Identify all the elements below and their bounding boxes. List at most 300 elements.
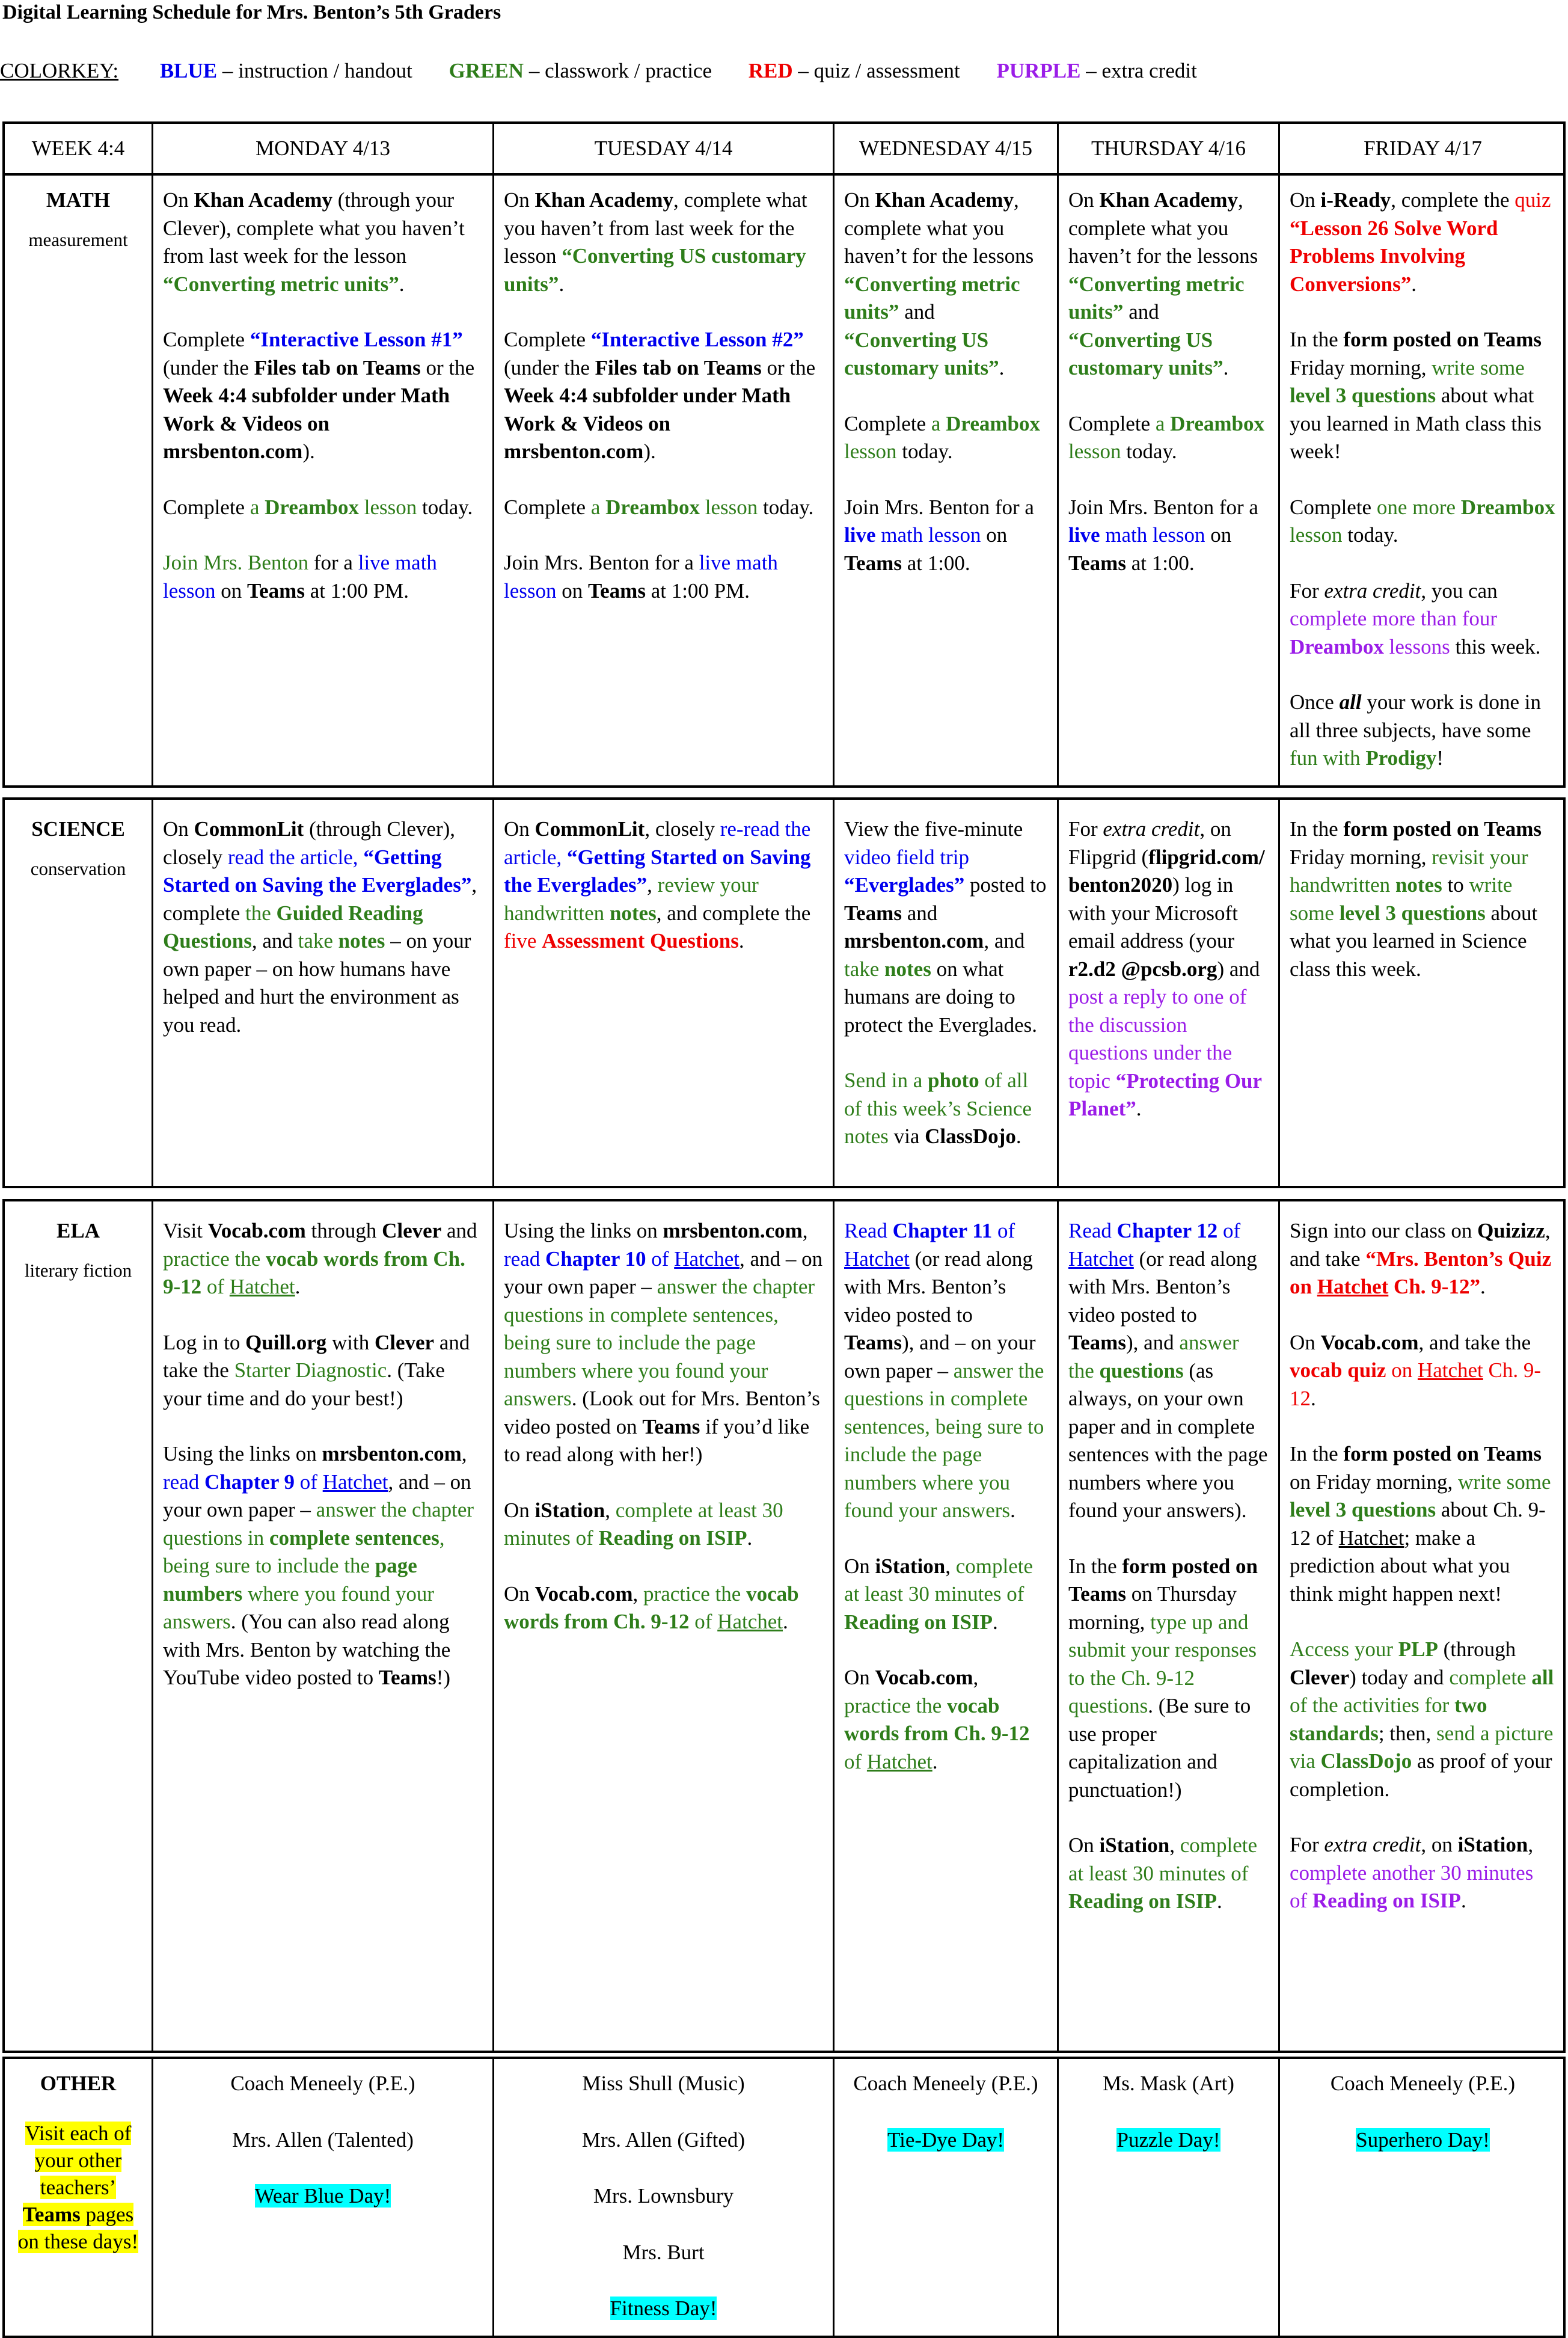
text-run: on — [556, 578, 588, 603]
text-run: ClassDojo — [1320, 1749, 1412, 1773]
text-run: “Interactive Lesson #2” — [590, 328, 804, 351]
text-run: Using the links on — [163, 1442, 322, 1465]
text-run: Sign into our class on — [1290, 1219, 1478, 1242]
subject-desc: measurement — [28, 229, 128, 250]
text-run: Reading on ISIP — [1312, 1889, 1461, 1912]
text-run: answer the chapter questions in — [163, 1498, 474, 1550]
text-run: of the activities for — [1290, 1693, 1455, 1717]
day-header: WEDNESDAY 4/15 — [833, 124, 1057, 173]
text-run: iStation — [534, 1498, 605, 1522]
text-run: , — [802, 1219, 808, 1242]
text-run: On — [504, 817, 535, 841]
text-run: , — [945, 1554, 956, 1578]
text-run: of — [844, 1749, 867, 1773]
text-run: For — [1290, 578, 1325, 603]
text-run: lesson — [844, 440, 897, 463]
text-run: to — [1442, 873, 1469, 897]
text-run: In the — [1068, 1554, 1122, 1578]
text-run: (through Clever), closely — [163, 817, 456, 869]
other-wednesday — [833, 2059, 1057, 2336]
color-key-name: BLUE — [159, 59, 218, 82]
text-run: PLP — [1398, 1637, 1438, 1661]
task-paragraph — [163, 326, 483, 466]
text-run: . (Be sure to use proper capitalization and punctuation!) — [1068, 1694, 1251, 1802]
text-run: write some — [1432, 355, 1525, 379]
text-run: Khan Academy — [534, 188, 673, 212]
text-run: iStation — [875, 1554, 946, 1578]
text-run: practice the — [163, 1247, 266, 1271]
day-header: FRIDAY 4/17 — [1278, 124, 1566, 173]
text-run: page numbers — [163, 1554, 417, 1606]
text-run: on — [1205, 523, 1232, 547]
text-run: five — [504, 929, 542, 953]
text-run: , being sure to include the — [163, 1526, 445, 1577]
day-header: THURSDAY 4/16 — [1057, 124, 1278, 173]
text-run: Teams — [1068, 551, 1126, 575]
task-paragraph — [1290, 1440, 1556, 1608]
task-paragraph — [163, 186, 483, 298]
task-paragraph — [504, 494, 823, 522]
color-key-purple — [996, 59, 1196, 83]
other-friday — [1278, 2059, 1566, 2336]
task-paragraph — [1068, 186, 1269, 382]
text-run: Friday morning, — [1290, 845, 1432, 869]
text-run: of — [201, 1275, 230, 1298]
text-run: lesson — [699, 495, 758, 519]
text-run: , complete what you haven’t from last week for the lesson — [504, 188, 807, 268]
other-note-text: pages on these days! — [17, 2202, 139, 2253]
text-run: , — [1528, 1833, 1534, 1856]
text-run: one more — [1376, 495, 1461, 519]
text-run: form posted on Teams — [1343, 817, 1542, 841]
text-run: Complete — [1068, 411, 1156, 435]
text-run: review your handwritten — [504, 873, 759, 925]
text-run: On — [1290, 188, 1321, 212]
text-run: . — [1217, 1889, 1222, 1913]
text-run: live math lesson — [163, 551, 437, 603]
text-run: Using the links on — [504, 1219, 663, 1242]
color-key-desc: – quiz / assessment — [792, 59, 960, 82]
ela-wednesday — [833, 1201, 1057, 2051]
text-run: , — [1169, 1833, 1180, 1857]
text-run: . (Look out for Mrs. Benton’s video posted on — [504, 1387, 820, 1438]
text-run: Teams — [844, 901, 902, 925]
text-run: extra credit — [1324, 578, 1421, 603]
text-run: Week 4:4 subfolder under Math Work & Videos on mrsbenton.com — [504, 384, 791, 463]
text-run: Hatchet — [717, 1610, 783, 1633]
other-note — [14, 2120, 142, 2255]
theme-day: Tie-Dye Day! — [887, 2128, 1005, 2152]
text-run: today. — [896, 440, 953, 463]
text-run: live math lesson — [504, 551, 778, 603]
text-run: Ch. 9-12 — [1290, 1358, 1542, 1410]
text-run: On — [844, 1554, 875, 1578]
task-paragraph — [1290, 1831, 1556, 1915]
color-key-desc: – instruction / handout — [217, 59, 412, 82]
subject-label: OTHER — [40, 2072, 117, 2095]
text-run: lessons — [1383, 634, 1450, 658]
text-run: level 3 questions — [1290, 384, 1436, 407]
text-run: about what you learned in Math class this week! — [1290, 384, 1542, 463]
text-run: “Converting metric units” — [844, 272, 1020, 324]
text-run: On — [504, 188, 535, 212]
text-run: video field trip — [844, 845, 970, 869]
text-run: and — [901, 901, 938, 925]
text-run: a — [1155, 411, 1171, 435]
math-tuesday — [492, 171, 833, 785]
color-key-name: PURPLE — [996, 59, 1081, 82]
text-run: On — [1068, 1833, 1100, 1857]
task-paragraph — [844, 410, 1047, 466]
text-run: Teams — [588, 578, 646, 603]
text-run: Guided Reading Questions — [163, 901, 423, 953]
text-run: post a reply to one of the discussion questions under the topic — [1068, 985, 1247, 1093]
text-run: on Thursday morning, — [1068, 1582, 1237, 1634]
text-run: , and – on your own paper – — [163, 1470, 471, 1521]
text-run: . — [747, 1526, 753, 1550]
ela-thursday — [1057, 1201, 1278, 2051]
text-run: Week 4:4 subfolder under Math Work & Videos on mrsbenton.com — [163, 384, 450, 463]
task-paragraph — [1068, 494, 1269, 578]
task-paragraph — [163, 549, 483, 605]
text-run: “Lesson 26 Solve Word Problems Involving Conversions” — [1290, 216, 1498, 296]
day-header: MONDAY 4/13 — [152, 124, 492, 173]
text-run: . — [1015, 1125, 1021, 1148]
text-run: ) and — [1217, 957, 1260, 981]
text-run: Complete — [163, 328, 250, 351]
text-run: ), and — [1125, 1331, 1180, 1354]
text-run: iStation — [1457, 1833, 1528, 1856]
text-run: “Converting US customary units” — [504, 244, 806, 296]
text-run: Hatchet — [866, 1749, 933, 1773]
text-run: vocab words from Ch. 9-12 — [504, 1582, 799, 1633]
text-run: “Everglades” — [844, 873, 965, 897]
text-run: “Interactive Lesson #1” — [250, 328, 463, 351]
theme-day: Superhero Day! — [1356, 2128, 1490, 2152]
teacher-name: Coach Meneely (P.E.) — [1330, 2072, 1516, 2095]
task-paragraph — [1290, 1636, 1556, 1803]
text-run: , on — [1421, 1833, 1458, 1856]
text-run: lesson — [358, 495, 417, 519]
text-run: Khan Academy — [1099, 188, 1238, 212]
text-run: Hatchet — [322, 1470, 388, 1494]
text-run: On — [504, 1582, 535, 1606]
subject-cell — [5, 800, 152, 1186]
teacher-name: Mrs. Allen (Talented) — [232, 2128, 414, 2152]
text-run: for a — [308, 551, 358, 574]
math-row — [2, 171, 1566, 788]
text-run: today. — [758, 495, 814, 519]
text-run: Teams — [844, 551, 902, 575]
text-run: Teams — [642, 1414, 700, 1438]
text-run: Vocab.com — [534, 1582, 633, 1606]
color-key-red — [749, 59, 960, 83]
text-run: , complete what you haven’t for the lessons — [1068, 188, 1258, 268]
text-run: read — [504, 1247, 545, 1271]
text-run: Files tab on Teams — [254, 355, 421, 379]
text-run: “Converting US customary units” — [1068, 328, 1223, 379]
other-note-text: Visit each of your other teachers’ — [25, 2121, 132, 2199]
text-run: Khan Academy — [875, 188, 1014, 212]
science-monday — [152, 800, 492, 1186]
science-thursday — [1057, 800, 1278, 1186]
text-run: this week. — [1450, 634, 1541, 658]
theme-day: Puzzle Day! — [1116, 2128, 1220, 2152]
text-run: Hatchet — [1338, 1526, 1404, 1550]
text-run: CommonLit — [534, 817, 645, 841]
text-run: . — [295, 1275, 301, 1298]
text-run: questions — [1099, 1358, 1184, 1382]
text-run: ) today and — [1349, 1665, 1450, 1689]
text-run: , and — [984, 929, 1025, 953]
text-run: , and – on your own paper – — [504, 1247, 823, 1298]
text-run: , closely — [645, 817, 720, 841]
text-run: all — [1531, 1665, 1554, 1689]
task-paragraph — [504, 1217, 823, 1469]
text-run: Assessment Questions — [542, 929, 739, 953]
text-run: For — [1068, 817, 1103, 841]
text-run: take — [844, 957, 885, 981]
text-run: form posted on Teams — [1343, 1442, 1542, 1465]
text-run: (under the — [504, 355, 595, 379]
text-run: Dreambox — [265, 495, 359, 519]
text-run: complete another 30 minutes of — [1290, 1861, 1534, 1912]
text-run: . — [399, 272, 405, 296]
subject-cell — [5, 2059, 152, 2336]
text-run: notes — [338, 929, 385, 953]
science-row — [2, 797, 1566, 1188]
text-run: ) log in with your Microsoft email address (your — [1068, 873, 1238, 953]
text-run: write some — [1457, 1470, 1551, 1494]
task-paragraph — [1290, 186, 1556, 298]
text-run: ! — [1436, 746, 1444, 770]
task-paragraph — [844, 1664, 1047, 1776]
teacher-name: Coach Meneely (P.E.) — [230, 2072, 415, 2095]
text-run: Vocab.com — [875, 1666, 973, 1689]
text-run: On — [844, 188, 875, 212]
math-friday — [1278, 171, 1566, 785]
ela-monday — [152, 1201, 492, 2051]
text-run: as proof of your completion. — [1290, 1749, 1552, 1801]
text-run: . — [783, 1610, 788, 1633]
text-run: Khan Academy — [194, 188, 332, 212]
text-run: “Getting Started on Saving the Everglades” — [163, 845, 472, 897]
task-paragraph — [1068, 1832, 1269, 1916]
text-run: or the — [761, 355, 816, 379]
math-monday — [152, 171, 492, 785]
text-run: a — [590, 495, 606, 519]
color-key-desc: – classwork / practice — [524, 59, 712, 82]
text-run: and — [1123, 300, 1159, 324]
text-run: complete sentences — [269, 1526, 439, 1550]
text-run: answer the questions in complete sentences, being sure to include the page numbers where you found your answers — [844, 1358, 1044, 1522]
text-run: , and complete the — [656, 901, 811, 925]
text-run: Reading on ISIP — [598, 1526, 747, 1550]
text-run: Dreambox — [946, 411, 1040, 435]
text-run: “Converting metric units” — [1068, 272, 1245, 324]
text-run: form posted on Teams — [1068, 1554, 1258, 1606]
text-run: Dreambox — [1290, 634, 1384, 658]
task-paragraph — [844, 1067, 1047, 1151]
text-run: today. — [417, 495, 473, 519]
text-run: . — [1480, 1275, 1486, 1298]
text-run: “Converting US customary units” — [844, 328, 999, 379]
day-header: TUESDAY 4/14 — [492, 124, 833, 173]
text-run: In the — [1290, 1442, 1344, 1465]
task-paragraph — [504, 549, 823, 605]
text-run: flipgrid.com/ benton2020 — [1068, 845, 1265, 897]
text-run: quiz — [1514, 188, 1551, 212]
text-run: revisit your handwritten — [1290, 845, 1528, 897]
text-run: complete — [1449, 1665, 1532, 1689]
text-run: answer the — [1068, 1331, 1239, 1382]
text-run: CommonLit — [194, 817, 304, 841]
text-run: complete more than four — [1290, 607, 1498, 630]
text-run: with — [326, 1330, 375, 1354]
color-key — [0, 59, 1197, 83]
text-run: Clever — [1290, 1665, 1350, 1689]
text-run: take — [298, 929, 338, 953]
task-paragraph — [1068, 1217, 1269, 1525]
text-run: On — [163, 817, 194, 841]
text-run: Clever — [382, 1219, 442, 1242]
text-run: Complete — [844, 411, 931, 435]
text-run: math lesson — [875, 523, 981, 547]
text-run: live — [844, 523, 876, 547]
text-run: , — [973, 1666, 979, 1689]
text-run: Log in to — [163, 1330, 246, 1354]
text-run: Files tab on Teams — [595, 355, 762, 379]
text-run: of — [646, 1247, 675, 1271]
text-run: extra credit — [1103, 817, 1200, 841]
text-run: complete at least 30 minutes of — [504, 1498, 783, 1550]
science-wednesday — [833, 800, 1057, 1186]
text-run: where you found your answers — [163, 1582, 435, 1633]
text-run: read the article, — [227, 845, 364, 869]
task-paragraph — [504, 186, 823, 298]
text-run: ClassDojo — [925, 1125, 1016, 1148]
task-paragraph — [163, 1440, 483, 1692]
text-run: lesson — [1068, 440, 1121, 463]
text-run: Dreambox — [605, 495, 700, 519]
text-run: Dreambox — [1460, 495, 1555, 519]
text-run: Quizizz — [1477, 1219, 1545, 1242]
text-run: , complete what you haven’t for the lessons — [844, 188, 1034, 268]
text-run: Vocab.com — [207, 1219, 306, 1242]
text-run: , — [461, 1442, 467, 1465]
text-run: Hatchet — [229, 1275, 295, 1298]
text-run: or the — [420, 355, 475, 379]
text-run: Hatchet — [674, 1247, 740, 1271]
text-run: mrsbenton.com — [322, 1442, 462, 1465]
subject-label: MATH — [46, 188, 111, 212]
text-run: . — [1223, 356, 1229, 379]
task-paragraph — [163, 1217, 483, 1301]
text-run: of all of this week’s Science notes — [844, 1069, 1032, 1148]
text-run: notes — [1395, 873, 1442, 897]
task-paragraph — [844, 815, 1047, 1039]
other-row — [2, 2057, 1566, 2338]
text-run: the — [245, 901, 277, 925]
text-run: a — [931, 411, 946, 435]
text-run: notes — [609, 901, 657, 925]
text-run: Join Mrs. Benton for a — [504, 551, 699, 574]
text-run: , complete — [163, 873, 477, 925]
text-run: “Getting Started on Saving the Everglades” — [504, 845, 811, 897]
text-run: On — [844, 1666, 875, 1689]
math-thursday — [1057, 171, 1278, 785]
text-run: . — [559, 272, 565, 296]
text-run: on — [215, 578, 247, 603]
text-run: all — [1339, 690, 1362, 714]
text-run: iStation — [1099, 1833, 1170, 1857]
text-run: Friday morning, — [1290, 355, 1432, 379]
text-run: level 3 questions — [1339, 901, 1486, 925]
text-run: Ch. 9-12” — [1388, 1275, 1480, 1298]
text-run: at 1:00. — [1125, 551, 1195, 575]
task-paragraph — [844, 186, 1047, 382]
text-run: two standards — [1290, 1693, 1487, 1745]
text-run: (or read along with Mrs. Benton’s video posted to — [1068, 1247, 1257, 1327]
text-run: re-read the article, — [504, 817, 811, 869]
text-run: a — [250, 495, 265, 519]
task-paragraph — [1290, 815, 1556, 983]
color-key-name: GREEN — [449, 59, 524, 82]
task-paragraph — [1290, 494, 1556, 550]
text-run: (or read along with Mrs. Benton’s video posted to — [844, 1247, 1033, 1327]
teacher-name: Ms. Mask (Art) — [1103, 2072, 1234, 2095]
math-wednesday — [833, 171, 1057, 785]
other-tuesday — [492, 2059, 833, 2336]
task-paragraph — [1068, 815, 1269, 1123]
text-run: , and take the — [1418, 1330, 1531, 1354]
header-row — [2, 121, 1566, 176]
text-run: r2.d2 @pcsb.org — [1068, 957, 1217, 981]
text-run: Teams — [844, 1331, 902, 1354]
teacher-name: Mrs. Lownsbury — [593, 2184, 734, 2208]
text-run: form posted on Teams — [1343, 328, 1542, 351]
text-run: Complete — [504, 328, 591, 351]
other-thursday — [1057, 2059, 1278, 2336]
text-run: write some — [1290, 873, 1513, 925]
task-paragraph — [1068, 1553, 1269, 1805]
task-paragraph — [1290, 689, 1556, 773]
task-paragraph — [504, 1497, 823, 1553]
text-run: via — [888, 1125, 925, 1148]
text-run: Reading on ISIP — [844, 1610, 993, 1634]
text-run: posted to — [964, 873, 1047, 897]
text-run: Chapter 10 — [545, 1247, 646, 1271]
text-run: at 1:00 PM. — [304, 578, 409, 603]
text-run: “Protecting Our Planet” — [1068, 1069, 1262, 1120]
text-run: Join Mrs. Benton for a — [1068, 495, 1258, 519]
task-paragraph — [1290, 1217, 1556, 1301]
text-run: . — [1411, 272, 1416, 296]
text-run: Once — [1290, 690, 1340, 714]
text-run: vocab words from Ch. 9-12 — [163, 1247, 465, 1298]
text-run: Chapter 9 — [204, 1470, 295, 1494]
text-run: Hatchet — [1068, 1247, 1134, 1271]
text-run: fun with — [1290, 746, 1366, 770]
page-title: Digital Learning Schedule for Mrs. Benton’s 5th Graders — [2, 1, 501, 23]
task-paragraph — [163, 494, 483, 522]
text-run: “Mrs. Benton’s Quiz on — [1290, 1247, 1552, 1298]
text-run: Complete — [163, 495, 250, 519]
text-run: practice the — [643, 1582, 747, 1606]
text-run: ), and – on your own paper – — [844, 1331, 1036, 1382]
text-run: Teams — [1068, 1331, 1126, 1354]
text-run: vocab quiz — [1290, 1358, 1386, 1382]
